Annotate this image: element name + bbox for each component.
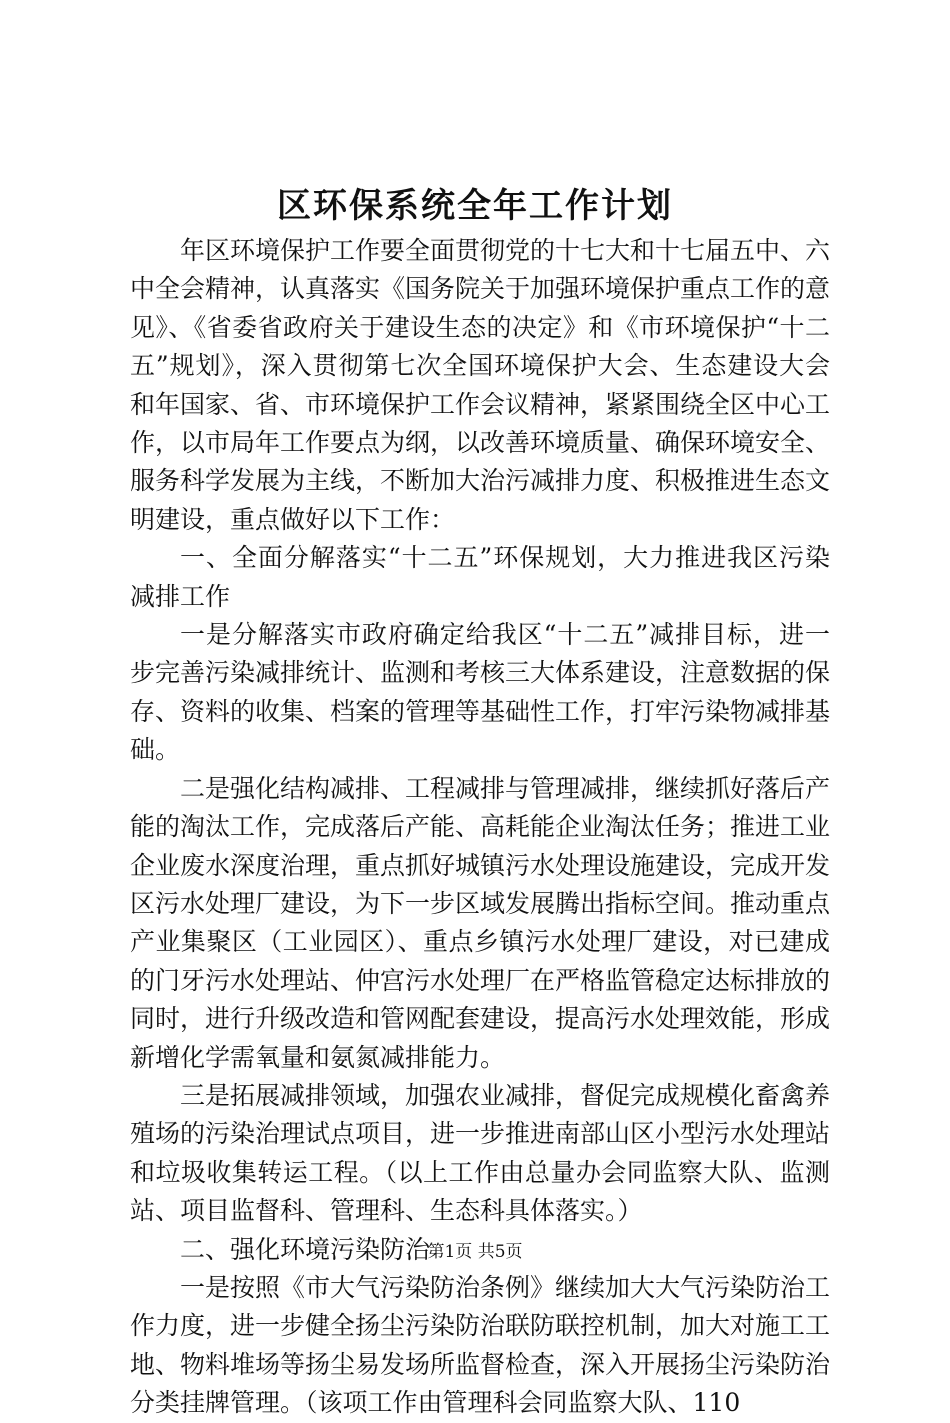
document-title: 区环保系统全年工作计划 [277, 186, 673, 226]
section-1-item-2: 二是强化结构减排、工程减排与管理减排，继续抓好落后产能的淘汰工作，完成落后产能、高耗能企业淘汰任务；推进工业企业废水深度治理，重点抓好城镇污水处理设施建设，完成开发区污水处理厂建设，为下一步区域发展腾出指标空间。推动重点产业集聚区（工业园区）、重点乡镇污水处理厂建设，对已建成的门牙污水处理站、仲宫污水处理厂在严格监管稳定达标排放的同时，进行升级改造和管网配套建设，提高污水处理效能，形成新增化学需氧量和氨氮减排能力。 [130, 773, 831, 1072]
section-1-item-1: 一是分解落实市政府确定给我区“十二五”减排目标，进一步完善污染减排统计、监测和考核三大体系建设，注意数据的保存、资料的收集、档案的管理等基础性工作，打牢污染物减排基础。 [130, 620, 831, 765]
page-footer: 第1页 共5页 [427, 1242, 523, 1262]
section-1-item-3: 三是拓展减排领域，加强农业减排，督促完成规模化畜禽养殖场的污染治理试点项目，进一步推进南部山区小型污水处理站和垃圾收集转运工程。（以上工作由总量办会同监察大队、监测站、项目监督科、管理科、生态科具体落实。） [130, 1080, 831, 1226]
section-2-item-1: 一是按照《市大气污染防治条例》继续加大大气污染防治工作力度，进一步健全扬尘污染防治联防联控机制，加大对施工工地、物料堆场等扬尘易发场所监督检查，深入开展扬尘污染防治分类挂牌管理。（该项工作由管理科会同监察大队、110 [130, 1272, 831, 1418]
section-heading-1: 一、全面分解落实“十二五”环保规划，大力推进我区污染减排工作 [130, 543, 830, 611]
section-heading-2: 二、强化环境污染防治 [180, 1234, 431, 1264]
intro-paragraph: 年区环境保护工作要全面贯彻党的十七大和十七届五中、六中全会精神，认真落实《国务院关于加强环境保护重点工作的意见》、《省委省政府关于建设生态的决定》和《市环境保护“十二五”规划》，深入贯彻第七次全国环境保护大会、生态建设大会和年国家、省、市环境保护工作会议精神，紧紧围绕全区中心工作，以市局年工作要点为纲，以改善环境质量、确保环境安全、服务科学发展为主线，不断加大治污减排力度、积极推进生态文明建设，重点做好以下工作： [130, 236, 831, 534]
